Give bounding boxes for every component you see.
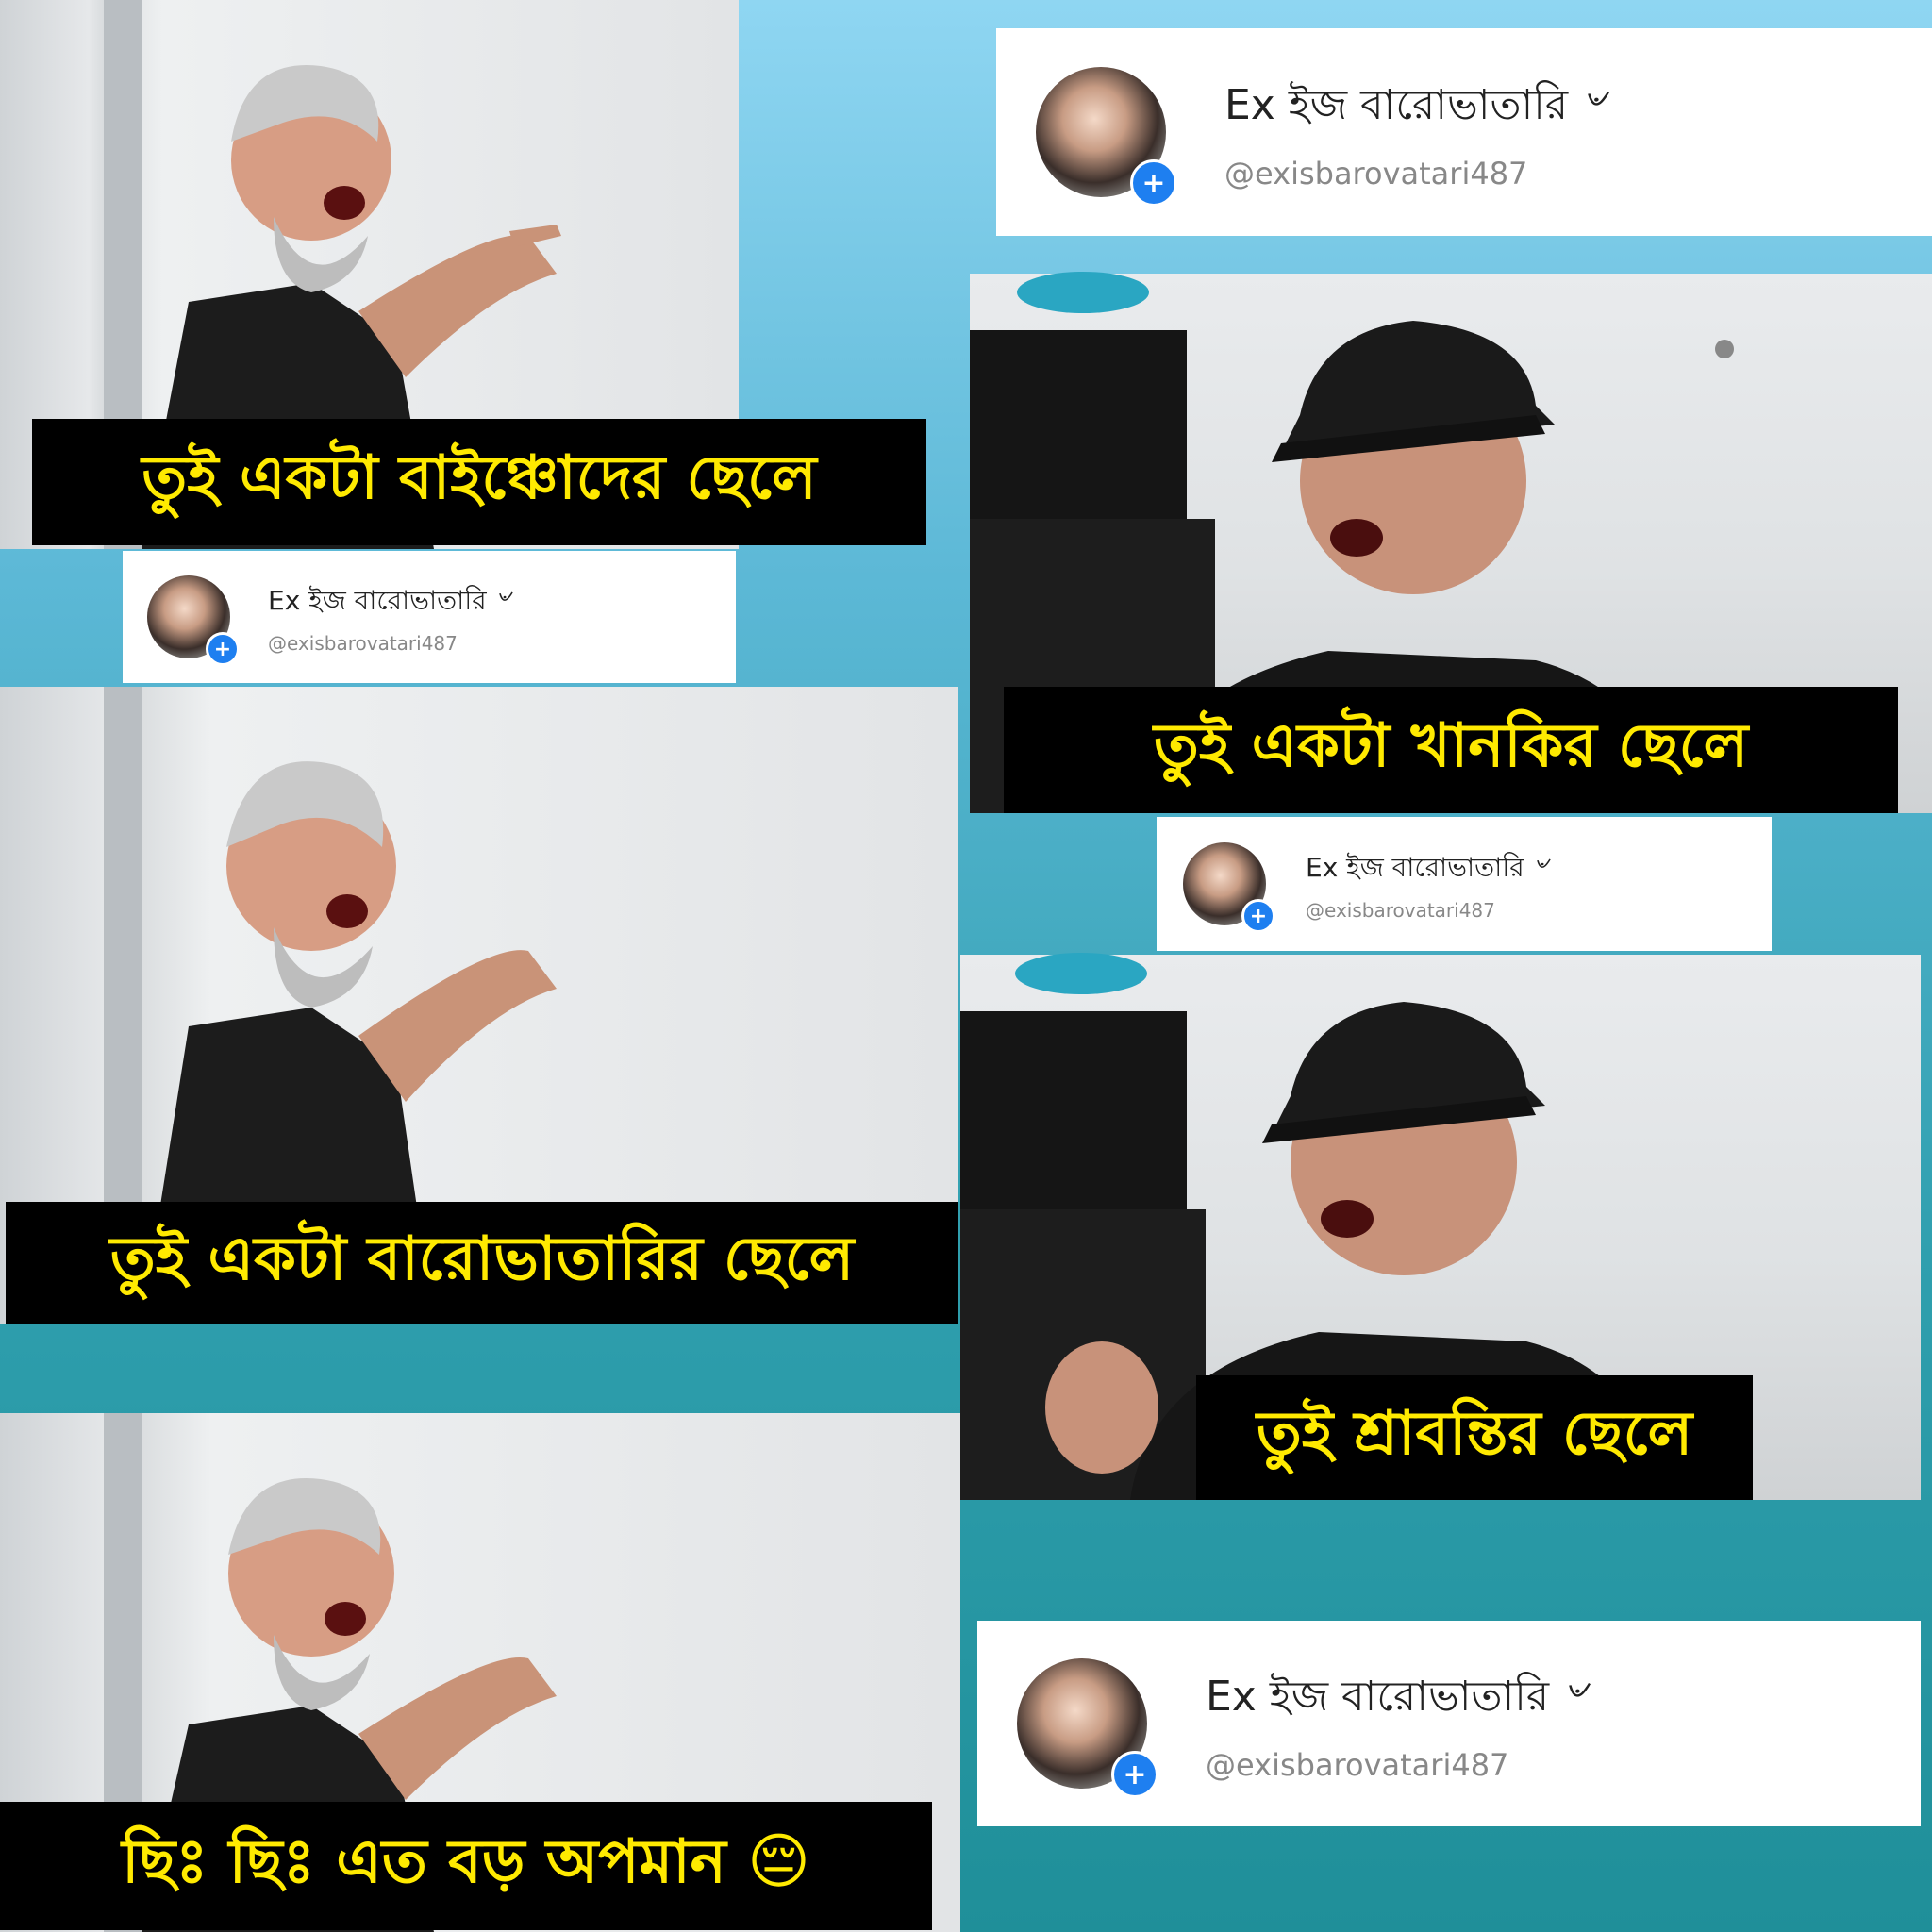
meme-panel-3 <box>0 687 958 1324</box>
profile-card-2 <box>123 551 736 683</box>
profile-card-1 <box>996 28 1932 236</box>
meme-panel-1 <box>0 0 817 549</box>
profile-name: Ex ইজ বারোভাতারি ৺ <box>1224 80 1607 129</box>
profile-name: Ex ইজ বারোভাতারি ৺ <box>1306 851 1549 883</box>
meme-panel-5 <box>0 1413 960 1932</box>
meme-panel-2 <box>970 274 1932 813</box>
meme-panel-4 <box>960 955 1921 1500</box>
profile-handle: @exisbarovatari487 <box>1224 155 1528 192</box>
caption-panel-5: ছিঃ ছিঃ এত বড় অপমান 😔 <box>0 1802 932 1930</box>
profile-avatar <box>1183 842 1268 928</box>
profile-name: Ex ইজ বারোভাতারি ৺ <box>268 584 511 616</box>
caption-panel-4: তুই শ্রাবন্তির ছেলে <box>1196 1375 1753 1500</box>
caption-panel-2: তুই একটা খানকির ছেলে <box>1004 687 1898 813</box>
caption-panel-3: তুই একটা বারোভাতারির ছেলে <box>6 1202 958 1324</box>
caption-panel-1: তুই একটা বাইঞ্চোদের ছেলে <box>32 419 926 545</box>
profile-handle: @exisbarovatari487 <box>1306 898 1495 922</box>
follow-plus-icon[interactable]: + <box>206 632 240 666</box>
profile-avatar <box>1036 67 1166 200</box>
profile-avatar <box>1017 1658 1147 1789</box>
profile-handle: @exisbarovatari487 <box>268 631 458 655</box>
follow-plus-icon[interactable]: + <box>1111 1751 1158 1798</box>
profile-card-4 <box>977 1621 1921 1826</box>
follow-plus-icon[interactable]: + <box>1130 159 1177 207</box>
follow-plus-icon[interactable]: + <box>1241 899 1275 933</box>
profile-avatar <box>147 575 232 661</box>
profile-handle: @exisbarovatari487 <box>1206 1746 1509 1783</box>
profile-card-3 <box>1157 817 1772 951</box>
profile-name: Ex ইজ বারোভাতারি ৺ <box>1206 1672 1589 1721</box>
